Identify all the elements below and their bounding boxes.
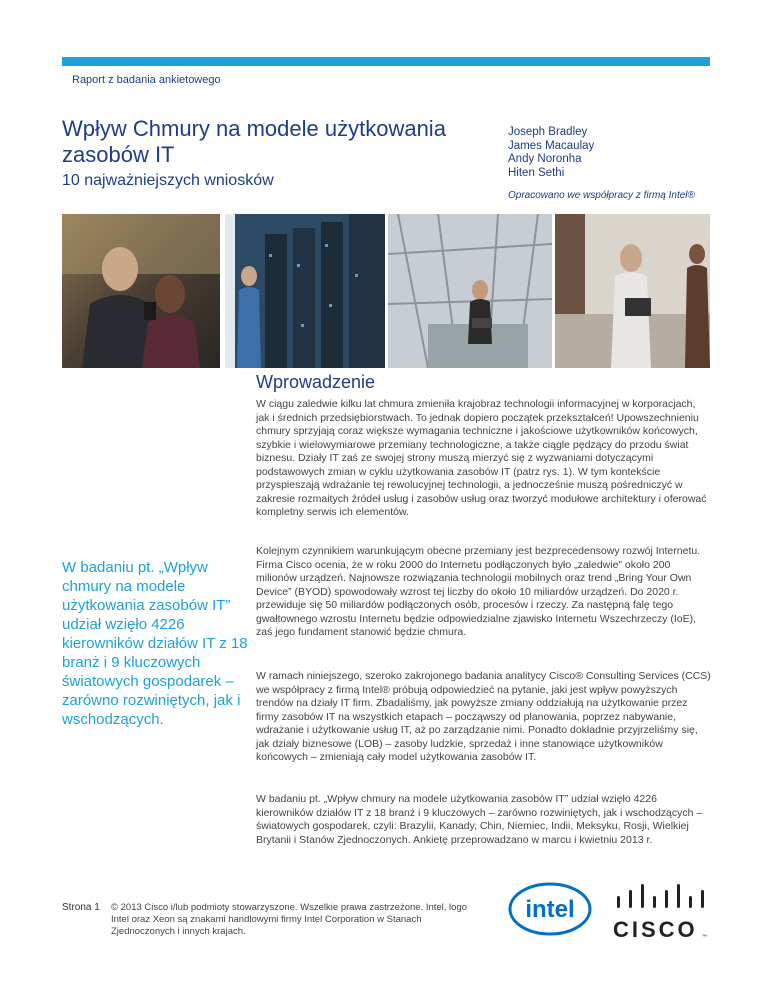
- body-paragraph: Kolejnym czynnikiem warunkującym obecne przemiany jest bezprecedensowy rozwój Internetu. Firma Cisco ocenia, że w roku 2000 do Internetu podłączonych było „zaledwie” około 200 milionów urządzeń. Najnowsze rozwiązania technologii mobilnych oraz trend „Bring Your Own Device” (BYOD) spowodowały wzrost tej liczby do około 10 miliardów urządzeń. Do 2020 r. przewiduje się 50 miliardów podłączonych osób, procesów i rzeczy. Za następną falę tego gwałtownego wzrostu Internetu będzie odpowiedzialne zjawisko Internetu Wszechrzeczy (IoE), zaś jego fundament stanowić będzie chmura.: [256, 545, 701, 638]
- body-paragraph: W badaniu pt. „Wpływ chmury na modele użytkowania zasobów IT” udział wzięło 4226 kierowników działów IT z 18 branż i 9 kluczowych – zarówno rozwiniętych, jak i wschodzących – światowych gospodarek, czyli: Brazylii, Kanady, Chin, Niemiec, Indii, Meksyku, Rosji, Wielkiej Brytanii i Stanów Zjednoczonych. Ankietę przeprowadzano w marcu i kwietniu 2013 r.: [256, 793, 703, 846]
- pull-quote: W badaniu pt. „Wpływ chmury na modele użytkowania zasobów IT” udział wzięło 4226 kierowników działów IT z 18 branż i 9 kluczowych światowych gospodarek – zarówno rozwiniętych, jak i wschodzących.: [62, 559, 248, 728]
- collaboration-note: Opracowano we współpracy z firmą Intel®: [508, 190, 695, 201]
- photo-server-room: [225, 214, 385, 368]
- page-number: Strona 1: [62, 902, 100, 913]
- author-name: Joseph Bradley: [508, 126, 588, 138]
- author-name: Hiten Sethi: [508, 166, 565, 179]
- trademark-symbol: ™: [702, 934, 707, 940]
- photo-business-people-phone: [62, 214, 220, 368]
- intel-logo: [505, 876, 595, 938]
- body-paragraph: W ciągu zaledwie kilku lat chmura zmieniła krajobraz technologii informacyjnej w korporacjach, jak i średnich przedsiębiorstwach. To jednak dopiero początek przekształceń! Upowszechnieniu chmury sprzyjają coraz większe wymagania techniczne i jakościowe użytkowników końcowych, szybkie i wielowymiarowe przemiany technologiczne, a także ciągle pędzący do przodu świat biznesu. Działy IT zaś ze swojej strony muszą mierzyć się z wyzwaniami dotyczącymi podstawowych zmian w cyklu użytkowania zasobów IT (patrz rys. 1). W tym kontekście przyspieszają wdrażanie tej rewolucyjnej technologii, a jednocześnie muszą pośredniczyć w zakresie rozmaitych źródeł usług i zasobów usług oraz tworzyć modułowe architektury i oferować kompletny serwis ich elementów.: [256, 398, 707, 518]
- section-heading-intro: Wprowadzenie: [256, 372, 376, 392]
- author-name: James Macaulay: [508, 139, 595, 152]
- report-subtitle: 10 najważniejszych wniosków: [62, 172, 274, 189]
- body-paragraph: W ramach niniejszego, szeroko zakrojonego badania analitycy Cisco® Consulting Services (CCS) we współpracy z firmą Intel® próbują odpowiedzieć na pytanie, jaki jest wpływ powyższych trendów na działy IT firm. Zbadaliśmy, jak powyższe zmiany oddziałują na użytkowanie przez firmy zasobów IT na wszystkich etapach – począwszy od planowania, poprzez nabywanie, wdrażanie i użytkowanie usług IT, aż po zarządzanie nimi. Ponadto dokładnie przyjrzeliśmy się, jak działy biznesowe (LOB) – zasoby ludzkie, sprzedaż i inne stanowiące użytkowników końcowych – zmieniają cały model użytkowania zasobów IT.: [256, 670, 711, 763]
- photo-man-tablet: [555, 214, 710, 368]
- author-list: [508, 126, 594, 180]
- cisco-bridge-icon: [613, 880, 711, 916]
- top-accent-bar: [62, 57, 710, 66]
- intel-logo-text: intel: [525, 896, 575, 923]
- cisco-logo-text: CISCO: [613, 917, 698, 942]
- document-type-label: Raport z badania ankietowego: [72, 74, 221, 86]
- report-title: Wpływ Chmury na modele użytkowania zasobów IT: [62, 116, 446, 167]
- copyright-notice: © 2013 Cisco i/lub podmioty stowarzyszone. Wszelkie prawa zastrzeżone. Intel, logo Intel oraz Xeon są znakami handlowymi firmy Intel Corporation w Stanach Zjednoczonych i innych krajach.: [111, 902, 468, 937]
- author-name: Andy Noronha: [508, 153, 582, 165]
- photo-woman-laptop-office: [388, 214, 552, 368]
